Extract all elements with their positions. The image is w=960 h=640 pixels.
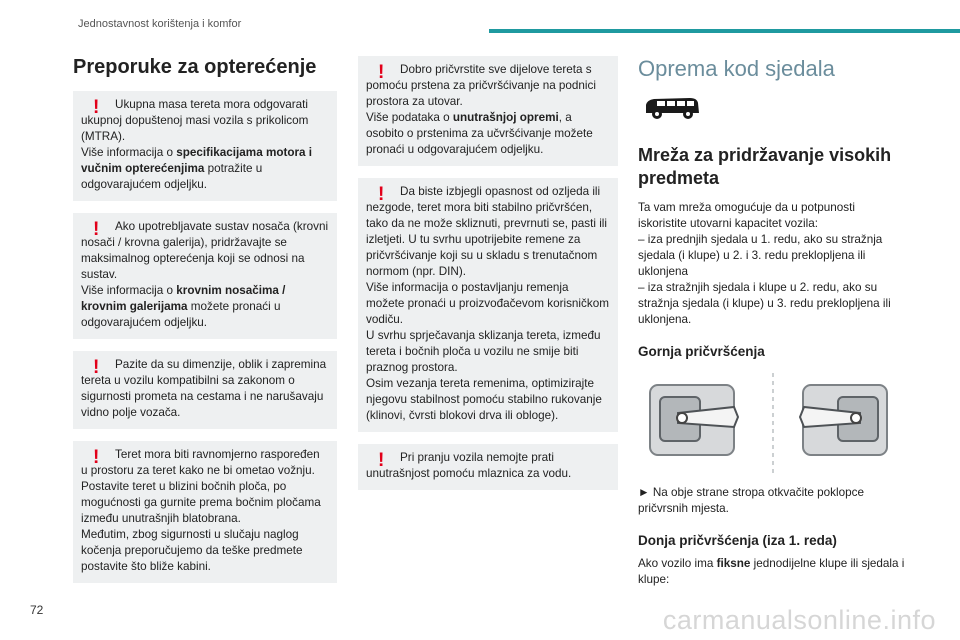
warning-text: Međutim, zbog sigurnosti u slučaju naglog kočenja preporučujemo da teške predmete postavite što bliže kabini. [81, 528, 303, 573]
warning-text: Više informacija o specifikacijama motora i vučnim opterećenjima potražite u odgovarajućem odjeljku. [81, 146, 313, 191]
upper-anchor-title: Gornja pričvršćenja [638, 344, 765, 359]
warning-text: Pri pranju vozila nemojte prati unutrašnjost pomoću mlaznica za vodu. [366, 451, 572, 480]
warning-text: Ukupna masa tereta mora odgovarati ukupnoj dopuštenoj masi vozila s prikolicom (MTRA). [81, 98, 309, 143]
page-number: 72 [30, 603, 44, 617]
upper-anchor-illustration [638, 373, 896, 473]
net-description: Ta vam mreža omogućuje da u potpunosti iskoristite utovarni kapacitet vozila: [638, 201, 855, 230]
warning-icon: ! [93, 219, 100, 240]
warning-text: Više podataka o unutrašnjoj opremi, a osobito o prstenima za učvršćivanje možete pronaći u odgovarajućem odjeljku. [366, 111, 593, 156]
warning-text: U svrhu sprječavanja sklizanja tereta, između tereta i bočnih ploča u vozilu ne smije biti praznog prostora. [366, 329, 601, 374]
watermark: carmanualsonline.info [662, 605, 936, 635]
right-column [638, 56, 906, 588]
van-icon [642, 94, 702, 122]
warning-text: Osim vezanja tereta remenima, optimizirajte njegovu stabilnost pomoću stabilno rukovanje (klinovi, čvrsti blokovi drva ili obloge). [366, 377, 602, 422]
warning-box [73, 213, 337, 339]
warning-icon: ! [93, 97, 100, 118]
warning-text: Da biste izbjegli opasnost od ozljeda ili nezgode, teret mora biti stabilno pričvršćen, tako da ne može skliznuti, prevrnuti se, pasti ili izletjeti. U tu svrhu upotrijebite remene za pričvršćivanje koji su u skladu s trenutačnom normom (npr. DIN). [366, 185, 608, 278]
warning-icon: ! [378, 62, 385, 83]
warning-text: Postavite teret u blizini bočnih ploča, po mogućnosti ga gurnite prema bočnim pločama između unutrašnjih blatobrana. [81, 480, 321, 525]
warning-box [73, 91, 337, 201]
section-title-load: Preporuke za opterećenje [73, 56, 317, 78]
warning-box [358, 178, 618, 432]
warning-text: Više informacija o postavljanju remenja možete pronaći u proizvođačevom korisničkom vodiču. [366, 281, 609, 326]
warning-text: Teret mora biti ravnomjerno raspoređen u prostoru za teret kako ne bi ometao vožnju. [81, 448, 320, 477]
running-header: Jednostavnost korištenja i komfor [78, 18, 242, 30]
lower-anchor-title: Donja pričvršćenja (iza 1. reda) [638, 533, 837, 548]
warning-icon: ! [378, 184, 385, 205]
header-accent-bar [489, 29, 960, 33]
net-section-title: Mreža za pridržavanje visokih predmeta [638, 145, 892, 188]
warning-icon: ! [378, 450, 385, 471]
left-column [73, 56, 337, 595]
warning-text: Dobro pričvrstite sve dijelove tereta s pomoću prstena za pričvršćivanje na podnici prostora za utovar. [366, 63, 596, 108]
lower-anchor-text: Ako vozilo ima fiksne jednodijelne klupe ili sjedala i klupe: [638, 557, 905, 586]
middle-column [358, 56, 618, 502]
chapter-title: Oprema kod sjedala [638, 56, 835, 81]
warning-box [358, 444, 618, 490]
warning-box [73, 441, 337, 583]
upper-anchor-instruction: ► Na obje strane stropa otkvačite poklopce pričvrsnih mjesta. [638, 486, 864, 515]
net-description: – iza stražnjih sjedala i klupe u 2. redu, ako su stražnja sjedala (i klupe) u 3. redu preklopljena ili uklonjena. [638, 281, 891, 326]
warning-text: Više informacija o krovnim nosačima / krovnim galerijama možete pronaći u odgovarajućem odjeljku. [81, 284, 286, 329]
net-description: – iza prednjih sjedala u 1. redu, ako su stražnja sjedala (i klupe) u 2. i 3. redu preklopljena ili uklonjena [638, 233, 883, 278]
warning-box [358, 56, 618, 166]
warning-text: Pazite da su dimenzije, oblik i zapremina tereta u vozilu kompatibilni sa zakonom o sigurnosti prometa na cestama i ne narušavaju vidno polje vozača. [81, 358, 327, 419]
warning-box [73, 351, 337, 429]
warning-icon: ! [93, 447, 100, 468]
warning-icon: ! [93, 357, 100, 378]
warning-text: Ako upotrebljavate sustav nosača (krovni nosači / krovna galerija), pridržavajte se maksimalnog opterećenja koji se odnosi na sustav. [81, 220, 329, 281]
